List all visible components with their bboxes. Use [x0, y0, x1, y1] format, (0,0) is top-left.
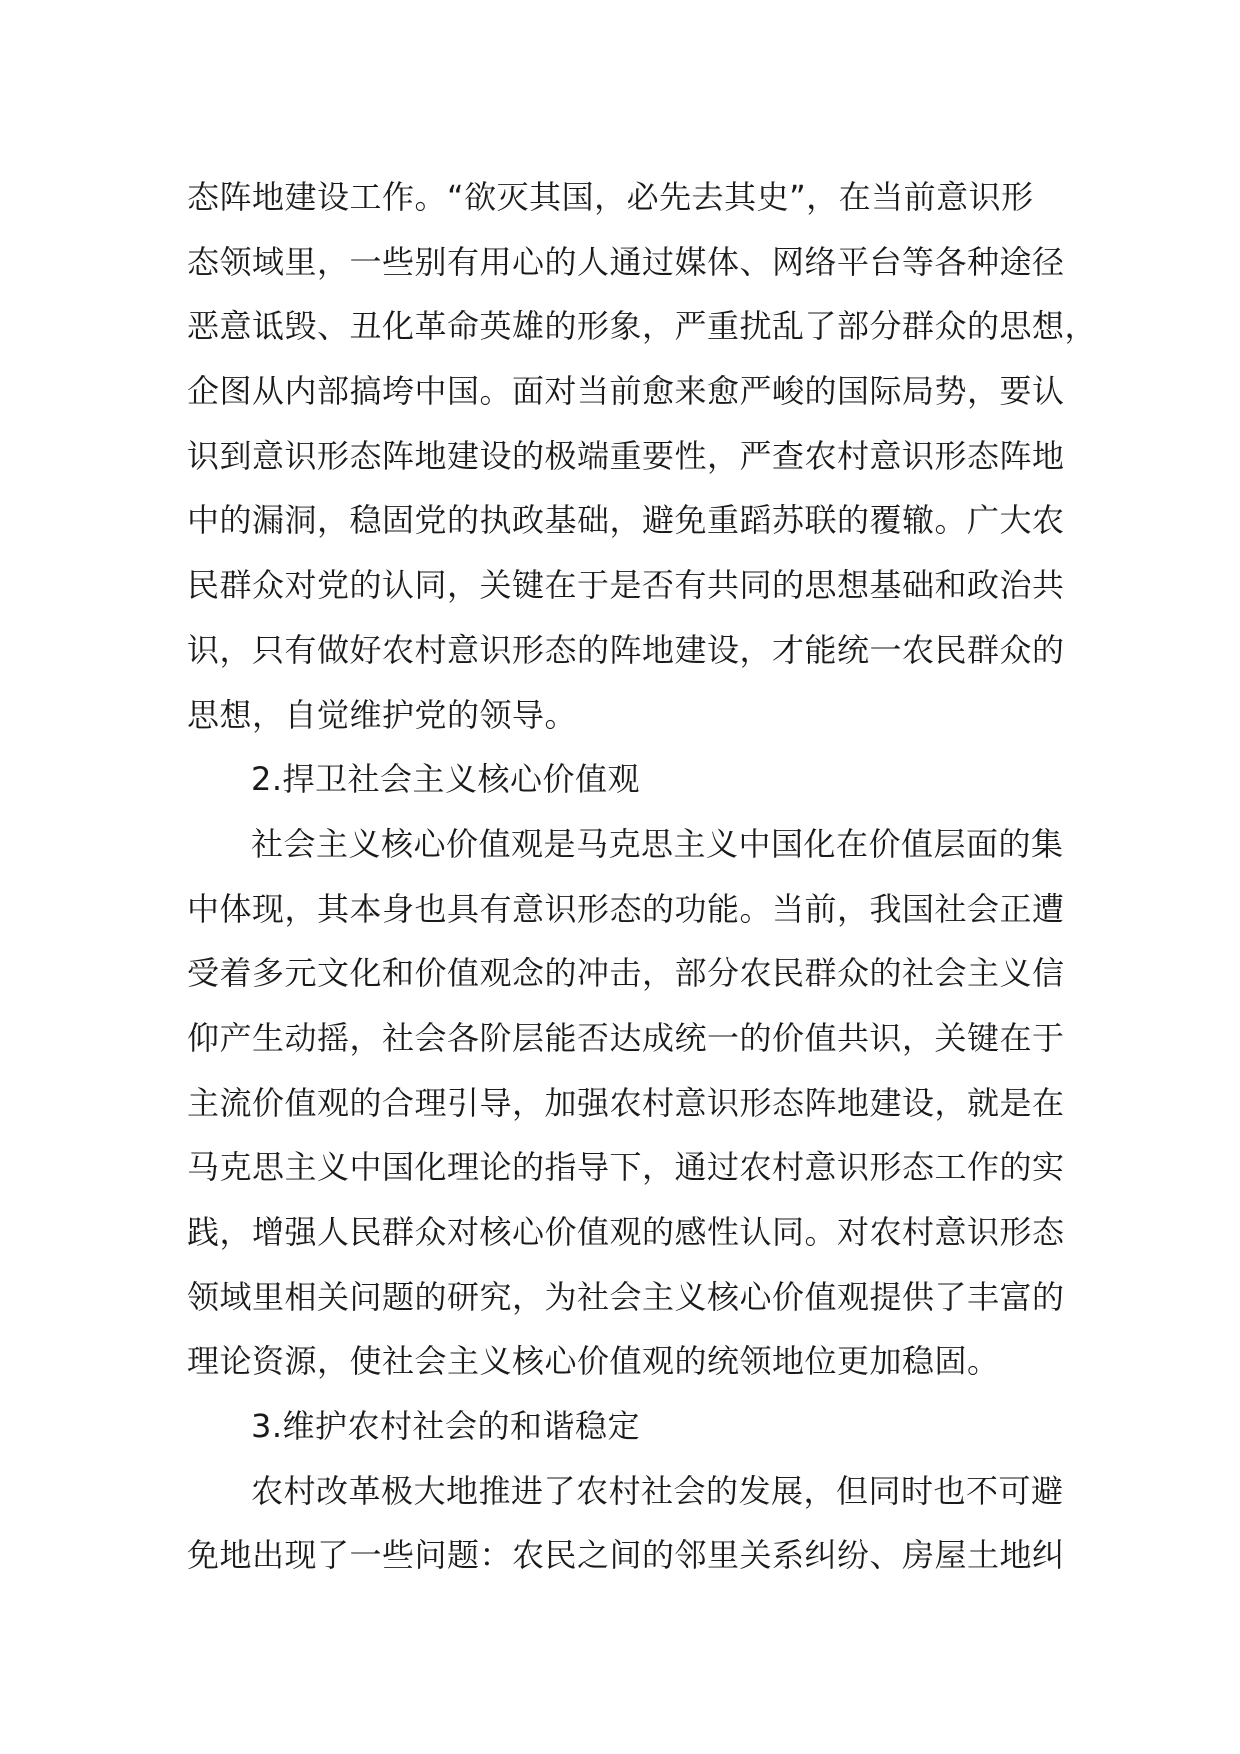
paragraph-line: 思想，自觉维护党的领导。: [187, 695, 578, 734]
paragraph-line: 领域里相关问题的研究，为社会主义核心价值观提供了丰富的: [187, 1277, 1065, 1316]
document-body: [187, 165, 1098, 1588]
paragraph-line: 企图从内部搞垮中国。面对当前愈来愈严峻的国际局势，要认: [187, 372, 1065, 411]
paragraph-line: 主流价值观的合理引导，加强农村意识形态阵地建设，就是在: [187, 1083, 1065, 1122]
paragraph-line: 仰产生动摇，社会各阶层能否达成统一的价值共识，关键在于: [187, 1018, 1065, 1057]
paragraph-line: 社会主义核心价值观是马克思主义中国化在价值层面的集: [251, 824, 1064, 863]
paragraph-line: 农村改革极大地推进了农村社会的发展，但同时也不可避: [251, 1471, 1064, 1510]
paragraph-line: 理论资源，使社会主义核心价值观的统领地位更加稳固。: [187, 1342, 1000, 1381]
paragraph-line: 马克思主义中国化理论的指导下，通过农村意识形态工作的实: [187, 1148, 1065, 1187]
paragraph-line: 中的漏洞，稳固党的执政基础，避免重蹈苏联的覆辙。广大农: [187, 501, 1065, 540]
section-heading: 3.维护农村社会的和谐稳定: [251, 1407, 641, 1446]
paragraph-line: 民群众对党的认同，关键在于是否有共同的思想基础和政治共: [187, 566, 1065, 605]
section-heading: 2.捍卫社会主义核心价值观: [251, 760, 641, 799]
paragraph-line: 践，增强人民群众对核心价值观的感性认同。对农村意识形态: [187, 1213, 1065, 1251]
paragraph-line: 受着多元文化和价值观念的冲击，部分农民群众的社会主义信: [187, 954, 1065, 993]
paragraph-line: 态领域里，一些别有用心的人通过媒体、网络平台等各种途径: [187, 242, 1065, 281]
paragraph-line: 识，只有做好农村意识形态的阵地建设，才能统一农民群众的: [187, 630, 1065, 669]
paragraph-line: 态阵地建设工作。“欲灭其国，必先去其史”，在当前意识形: [187, 178, 1034, 216]
paragraph-line: 识到意识形态阵地建设的极端重要性，严查农村意识形态阵地: [187, 436, 1065, 475]
paragraph-line: 中体现，其本身也具有意识形态的功能。当前，我国社会正遭: [187, 889, 1065, 928]
paragraph-line: 免地出现了一些问题：农民之间的邻里关系纠纷、房屋土地纠: [187, 1536, 1065, 1575]
paragraph-line: 恶意诋毁、丑化革命英雄的形象，严重扰乱了部分群众的思想，: [187, 307, 1098, 346]
